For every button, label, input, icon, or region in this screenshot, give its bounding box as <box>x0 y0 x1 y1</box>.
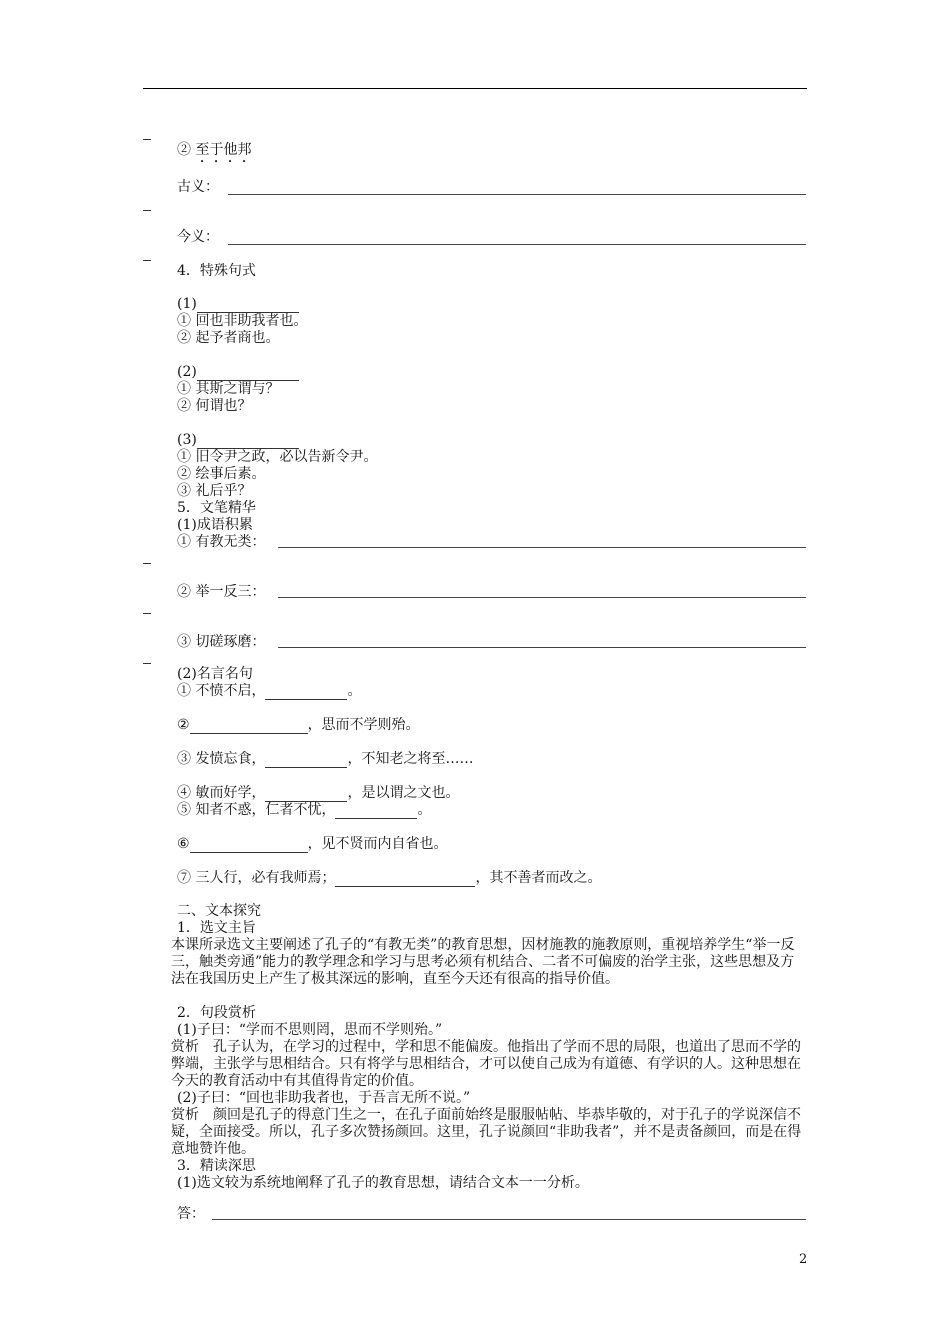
question-1: (1)选文较为系统地阐释了孔子的教育思想，请结合文本一一分析。 <box>177 1175 589 1191</box>
margin-tick <box>143 139 151 140</box>
idiom-3-answer-line[interactable] <box>278 647 806 648</box>
quote-7-blank[interactable] <box>335 872 475 887</box>
section-4-title: 4．特殊句式 <box>177 263 256 279</box>
margin-tick <box>143 613 151 614</box>
theme-paragraph: 本课所录选文主要阐述了孔子的“有教无类”的教育思想，因材施教的施教原则，重视培养学生“举一反三，触类旁通”能力的教学理念和学习与思考必须有机结合、二者不可偏废的治学主张，这些思想及方法在我国历史上产生了极其深远的影响，直至今天还有很高的指导价值。 <box>171 937 795 987</box>
group-3-blank[interactable] <box>197 434 299 449</box>
group-3-sentence-a: ① 旧令尹之政，必以告新令尹。 <box>177 449 378 465</box>
group-2-blank[interactable] <box>197 366 299 381</box>
quote-3: ③ 发愤忘食， ，不知老之将至…… <box>177 751 474 767</box>
quote-5-blank[interactable] <box>335 804 417 819</box>
quote-4: ④ 敏而好学， ，是以谓之文也。 <box>177 785 460 801</box>
section-2-title: 二、文本探究 <box>177 903 261 919</box>
passage-1-analysis: 赏析 孔子认为，在学习的过程中，学和思不能偏废。他指出了学而不思的局限，也道出了思而不学的弊端，主张学与思相结合。只有将学与思相结合，才可以使自己成为有道德、有学识的人。这种思想在今天的教育活动中有其值得肯定的价值。 <box>171 1039 801 1089</box>
idiom-2-answer-line[interactable] <box>278 597 806 598</box>
group-3-number: (3) <box>177 432 299 449</box>
quote-4-blank[interactable] <box>265 787 347 802</box>
header-rule <box>143 88 807 89</box>
quotes-heading: (2)名言名句 <box>177 666 253 682</box>
idiom-1-label: ① 有教无类： <box>177 534 266 550</box>
quote-7: ⑦ 三人行，必有我师焉； ，其不善者而改之。 <box>177 870 602 886</box>
section-2-1-title: 1．选文主旨 <box>177 920 256 936</box>
idiom-3-label: ③ 切磋琢磨： <box>177 634 266 650</box>
answer-line[interactable] <box>212 1219 806 1220</box>
quote-1-blank[interactable] <box>265 685 347 700</box>
idiom-1-answer-line[interactable] <box>278 547 806 548</box>
group-1-number: (1) <box>177 296 299 313</box>
group-3-sentence-b: ② 绘事后素。 <box>177 466 266 482</box>
quote-2-blank[interactable] <box>190 719 308 734</box>
quote-5: ⑤ 知者不惑，仁者不忧， 。 <box>177 802 432 818</box>
group-2-sentence-a: ① 其斯之谓与？ <box>177 381 280 397</box>
margin-tick <box>143 563 151 564</box>
answer-label: 答： <box>177 1206 205 1222</box>
quote-3-blank[interactable] <box>265 753 347 768</box>
passage-2-analysis: 赏析 颜回是孔子的得意门生之一，在孔子面前始终是服服帖帖、毕恭毕敬的，对于孔子的学说深信不疑，全面接受。所以，孔子多次赞扬颜回。这里，孔子说颜回“非助我者”，并不是责备颜回，而是在得意地赞许他。 <box>171 1107 802 1157</box>
vocab-item-2: ② 至于他邦 <box>177 142 252 158</box>
section-2-2-title: 2．句段赏析 <box>177 1005 256 1021</box>
group-1-sentence-b: ② 起予者商也。 <box>177 330 280 346</box>
jin-yi-answer-line[interactable] <box>228 244 806 245</box>
group-3-sentence-c: ③ 礼后乎？ <box>177 483 252 499</box>
group-2-number: (2) <box>177 364 299 381</box>
group-1-blank[interactable] <box>197 298 299 313</box>
margin-tick <box>143 663 151 664</box>
idiom-heading: (1)成语积累 <box>177 517 253 533</box>
page-number: 2 <box>799 1252 808 1267</box>
group-1-sentence-a: ① 回也非助我者也。 <box>177 313 308 329</box>
gu-yi-label: 古义： <box>177 179 219 195</box>
quote-6: ⑥ ，见不贤而内自省也。 <box>177 836 448 852</box>
idiom-2-label: ② 举一反三： <box>177 584 266 600</box>
section-5-title: 5．文笔精华 <box>177 500 256 516</box>
margin-tick <box>143 260 151 261</box>
jin-yi-label: 今义： <box>177 229 219 245</box>
quote-1: ① 不愤不启， 。 <box>177 683 362 699</box>
gu-yi-answer-line[interactable] <box>228 194 806 195</box>
passage-2-quote: (2)子曰：“回也非助我者也，于吾言无所不说。” <box>177 1090 471 1106</box>
quote-2: ② ，思而不学则殆。 <box>177 717 420 733</box>
section-2-3-title: 3．精读深思 <box>177 1158 256 1174</box>
passage-1-quote: (1)子曰：“学而不思则罔，思而不学则殆。” <box>177 1022 443 1038</box>
group-2-sentence-b: ② 何谓也？ <box>177 398 252 414</box>
quote-6-blank[interactable] <box>190 838 308 853</box>
emphasized-word: 至于他邦 <box>195 142 252 158</box>
margin-tick <box>143 210 151 211</box>
